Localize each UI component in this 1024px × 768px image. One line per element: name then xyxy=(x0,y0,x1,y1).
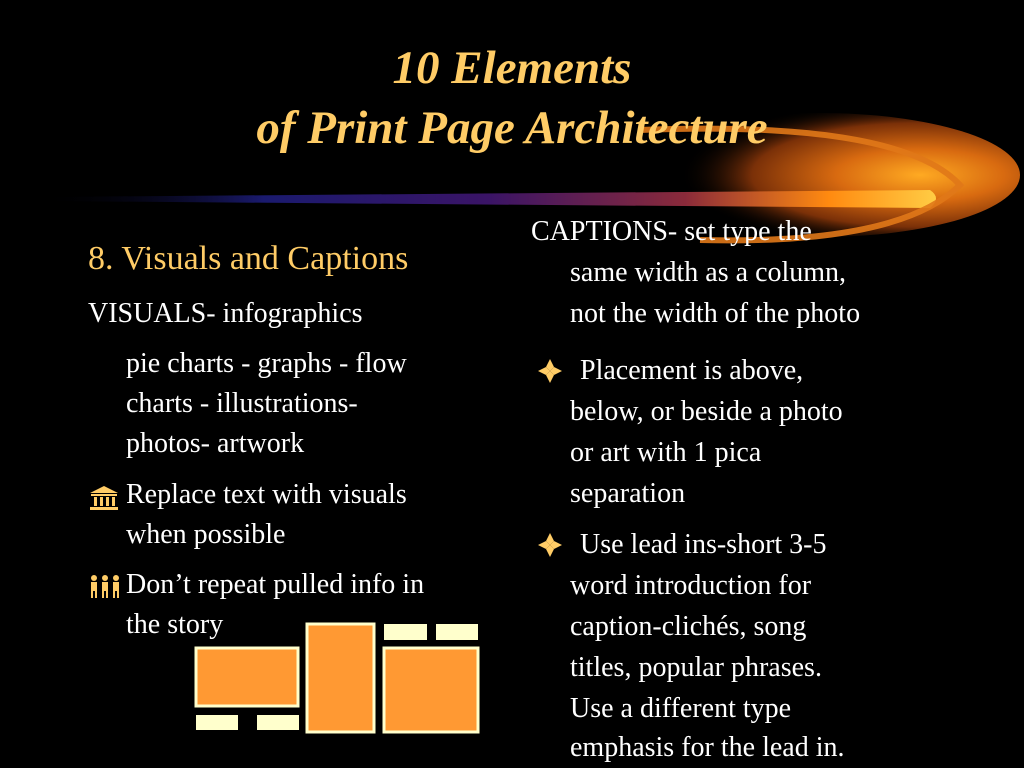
right-bullet-2-line: caption-clichés, song xyxy=(570,611,807,642)
visuals-list-line: charts - illustrations- xyxy=(126,388,358,419)
section-subtitle: 8. Visuals and Captions xyxy=(88,240,409,277)
right-bullet-2-line: emphasis for the lead in. xyxy=(570,732,845,763)
layout-caption-bar xyxy=(196,715,238,730)
visuals-label: VISUALS- infographics xyxy=(88,298,363,329)
captions-line: CAPTIONS- set type the xyxy=(531,216,812,247)
title-line-1: 10 Elements xyxy=(392,42,632,94)
diamond-bullet-icon xyxy=(537,358,563,384)
right-bullet-1-line: or art with 1 pica xyxy=(570,437,762,468)
right-bullet-2-line: word introduction for xyxy=(570,570,812,601)
captions-line: not the width of the photo xyxy=(570,298,861,329)
right-bullet-2-line: titles, popular phrases. xyxy=(570,652,822,683)
layout-caption-bar xyxy=(384,624,427,640)
right-bullet-2-line: Use a different type xyxy=(570,693,792,724)
visuals-list-line: pie charts - graphs - flow xyxy=(126,348,407,379)
layout-caption-bar xyxy=(257,715,299,730)
layout-photo-block xyxy=(196,648,298,706)
visuals-list-line: photos- artwork xyxy=(126,428,305,459)
left-bullet-1-line: when possible xyxy=(126,519,286,550)
layout-photo-block xyxy=(307,624,374,732)
right-bullet-1-line: separation xyxy=(570,478,686,509)
diamond-bullet-icon xyxy=(537,532,563,558)
title-line-2: of Print Page Architecture xyxy=(256,102,768,154)
left-bullet-2-line: Don’t repeat pulled info in xyxy=(126,569,425,600)
right-bullet-2-line: Use lead ins-short 3-5 xyxy=(580,529,827,560)
right-bullet-1-line: Placement is above, xyxy=(580,355,804,386)
left-bullet-1-line: Replace text with visuals xyxy=(126,479,407,510)
left-bullet-2-line: the story xyxy=(126,609,224,640)
layout-caption-bar xyxy=(436,624,478,640)
layout-photo-block xyxy=(384,648,478,732)
captions-line: same width as a column, xyxy=(570,257,847,288)
right-bullet-1-line: below, or beside a photo xyxy=(570,396,843,427)
